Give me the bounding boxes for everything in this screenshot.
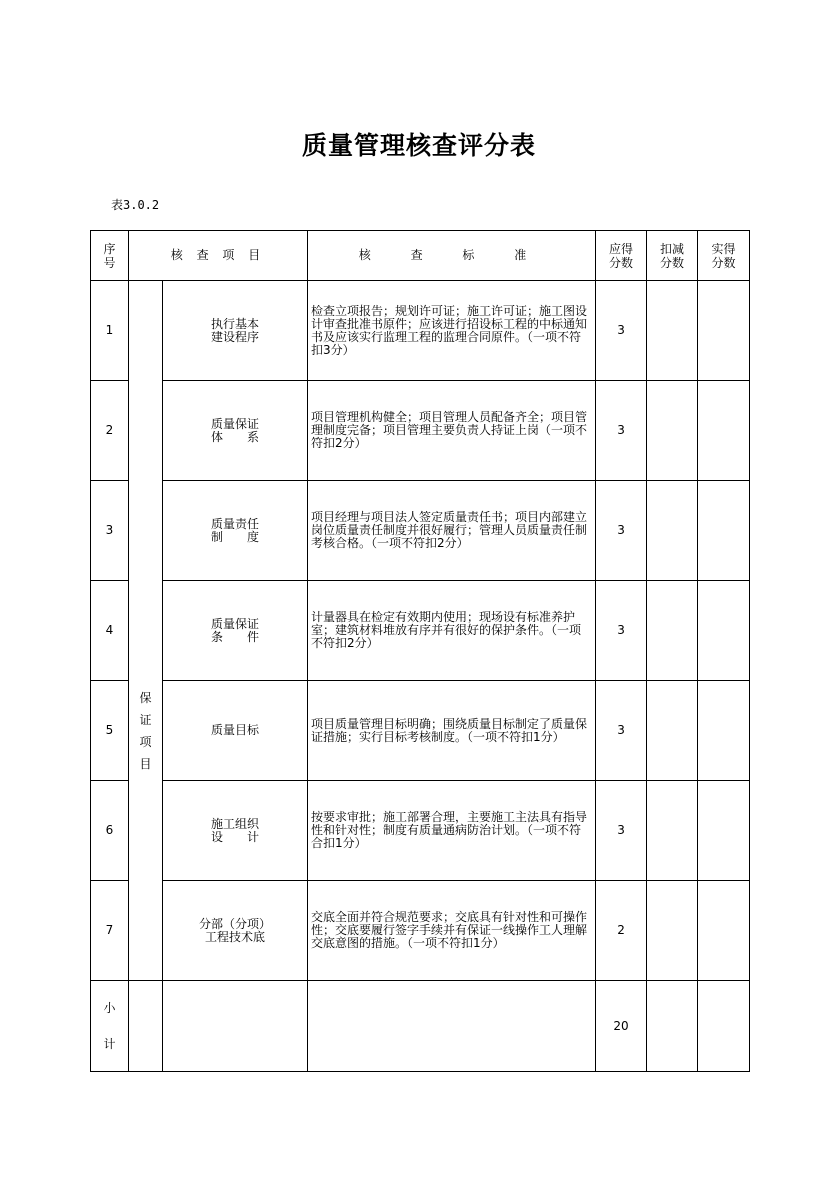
header-should-score: 应得 分数 bbox=[596, 231, 647, 281]
header-standard: 核 查 标 准 bbox=[308, 231, 596, 281]
row-should-score: 3 bbox=[596, 281, 647, 381]
subtotal-deduct-score[interactable] bbox=[647, 981, 698, 1072]
row-actual-score[interactable] bbox=[698, 281, 750, 381]
row-actual-score[interactable] bbox=[698, 681, 750, 781]
row-standard: 按要求审批；施工部署合理，主要施工主法具有指导性和针对性；制度有质量通病防治计划。（一项不符合扣1分） bbox=[308, 781, 596, 881]
subtotal-item-cell bbox=[163, 981, 308, 1072]
subtotal-standard-cell bbox=[308, 981, 596, 1072]
score-table bbox=[90, 230, 750, 1072]
table-row bbox=[91, 281, 750, 381]
row-should-score: 3 bbox=[596, 781, 647, 881]
subtotal-row bbox=[91, 981, 750, 1072]
row-deduct-score[interactable] bbox=[647, 681, 698, 781]
row-seq: 6 bbox=[91, 781, 129, 881]
row-standard: 交底全面并符合规范要求；交底具有针对性和可操作性；交底要履行签字手续并有保证一线操作工人理解交底意图的措施。（一项不符扣1分） bbox=[308, 881, 596, 981]
row-item: 分部（分项） 工程技术底 bbox=[163, 881, 308, 981]
row-item: 质量目标 bbox=[163, 681, 308, 781]
header-deduct-score: 扣减 分数 bbox=[647, 231, 698, 281]
table-row bbox=[91, 781, 750, 881]
row-should-score: 3 bbox=[596, 481, 647, 581]
row-item: 执行基本 建设程序 bbox=[163, 281, 308, 381]
row-actual-score[interactable] bbox=[698, 781, 750, 881]
row-item: 质量保证 条 件 bbox=[163, 581, 308, 681]
row-standard: 计量器具在检定有效期内使用；现场设有标准养护室；建筑材料堆放有序并有很好的保护条件。（一项不符扣2分） bbox=[308, 581, 596, 681]
row-standard: 项目管理机构健全；项目管理人员配备齐全；项目管理制度完备；项目管理主要负责人持证上岗（一项不符扣2分） bbox=[308, 381, 596, 481]
row-standard: 项目经理与项目法人签定质量责任书；项目内部建立岗位质量责任制度并很好履行；管理人员质量责任制考核合格。（一项不符扣2分） bbox=[308, 481, 596, 581]
row-should-score: 3 bbox=[596, 381, 647, 481]
header-seq: 序 号 bbox=[91, 231, 129, 281]
table-row bbox=[91, 481, 750, 581]
row-deduct-score[interactable] bbox=[647, 381, 698, 481]
row-should-score: 3 bbox=[596, 581, 647, 681]
row-seq: 2 bbox=[91, 381, 129, 481]
row-actual-score[interactable] bbox=[698, 381, 750, 481]
row-deduct-score[interactable] bbox=[647, 281, 698, 381]
subtotal-actual-score[interactable] bbox=[698, 981, 750, 1072]
table-row bbox=[91, 681, 750, 781]
row-actual-score[interactable] bbox=[698, 581, 750, 681]
header-row bbox=[91, 231, 750, 281]
header-item: 核 查 项 目 bbox=[129, 231, 308, 281]
row-item: 质量责任 制 度 bbox=[163, 481, 308, 581]
row-deduct-score[interactable] bbox=[647, 881, 698, 981]
row-standard: 项目质量管理目标明确；围绕质量目标制定了质量保证措施；实行目标考核制度。（一项不符扣1分） bbox=[308, 681, 596, 781]
group-label: 保 证 项 目 bbox=[129, 281, 163, 981]
row-seq: 5 bbox=[91, 681, 129, 781]
header-actual-score: 实得 分数 bbox=[698, 231, 750, 281]
table-number: 表3.0.2 bbox=[111, 198, 160, 212]
row-seq: 3 bbox=[91, 481, 129, 581]
row-standard: 检查立项报告；规划许可证；施工许可证；施工图设计审查批准书原件；应该进行招设标工程的中标通知书及应该实行监理工程的监理合同原件。（一项不符扣3分） bbox=[308, 281, 596, 381]
row-actual-score[interactable] bbox=[698, 881, 750, 981]
row-deduct-score[interactable] bbox=[647, 781, 698, 881]
table-row bbox=[91, 581, 750, 681]
table-row bbox=[91, 881, 750, 981]
table-row bbox=[91, 381, 750, 481]
row-should-score: 3 bbox=[596, 681, 647, 781]
page-title: 质量管理核查评分表 bbox=[301, 131, 536, 160]
row-seq: 7 bbox=[91, 881, 129, 981]
row-should-score: 2 bbox=[596, 881, 647, 981]
row-deduct-score[interactable] bbox=[647, 581, 698, 681]
row-deduct-score[interactable] bbox=[647, 481, 698, 581]
subtotal-should-score: 20 bbox=[596, 981, 647, 1072]
row-actual-score[interactable] bbox=[698, 481, 750, 581]
row-seq: 1 bbox=[91, 281, 129, 381]
row-item: 施工组织 设 计 bbox=[163, 781, 308, 881]
subtotal-group-cell bbox=[129, 981, 163, 1072]
subtotal-label: 小 计 bbox=[91, 981, 129, 1072]
row-seq: 4 bbox=[91, 581, 129, 681]
row-item: 质量保证 体 系 bbox=[163, 381, 308, 481]
